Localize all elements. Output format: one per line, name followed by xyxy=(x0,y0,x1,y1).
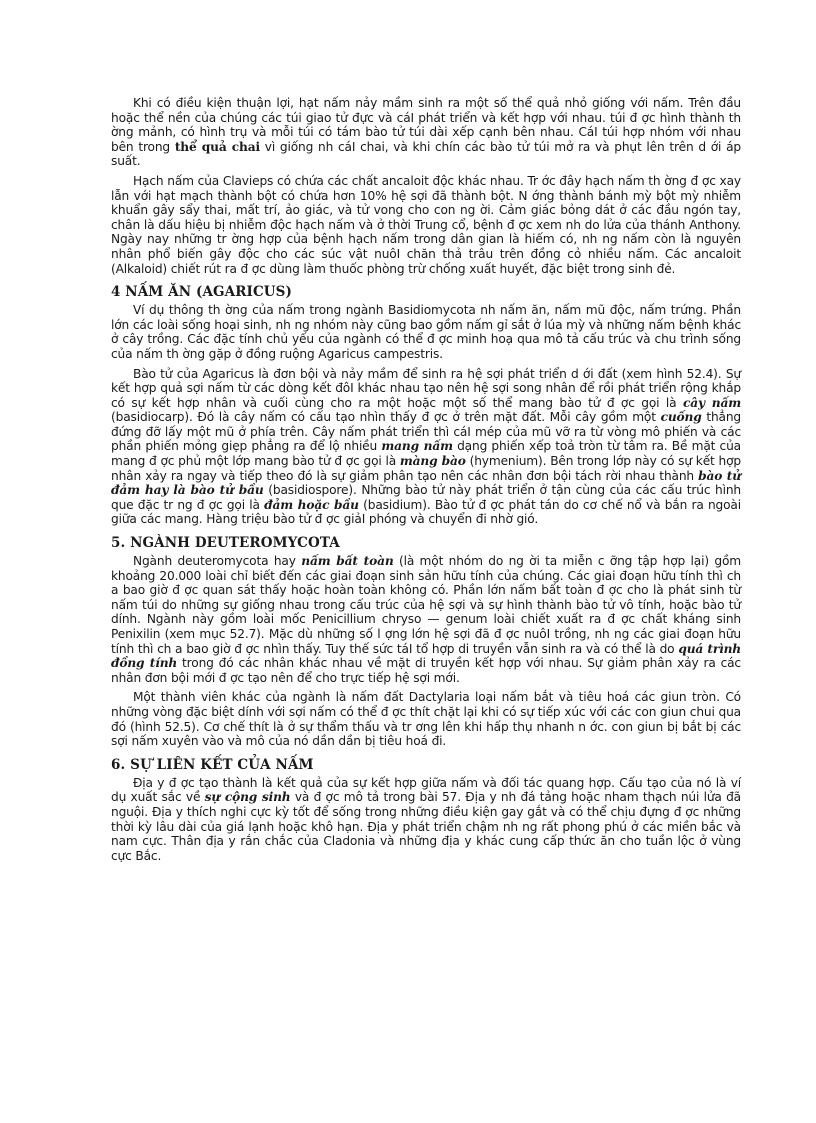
paragraph-agaricus-lifecycle: Bào tử của Agaricus là đơn bội và nảy mầm để sinh ra hệ sợi phát triển d ới đất (xem hình 52.4). Sự kết hợp quả sợi nấm từ các dòng kết đôI khác nhau tạo nên hệ sợi song nhân để rồi phát triển rộng khắp có sự kết hợp nhân và cuối cùng cho ra một hoặc một số thể mang bào tử đ ợc gọi là cây nấm (basidiocarp). Đó là cây nấm có cấu tạo nhìn thấy đ ợc ở trên mặt đất. Mỗi cây gồm một cuống thẳng đứng đỡ lấy một mũ ở phía trên. Cây nấm phát triển thì cáI mép của mũ vỡ ra từ vòng mô phiến và các phần phiến mỏng giẹp phẳng ra để lộ nhiều mang nấm dạng phiến xếp toả tròn từ tâm ra. Bề mặt của mang đ ợc phủ một lớp mang bào tử đ ợc gọi là màng bào (hymenium). Bên trong lớp này có sự kết hợp nhân xảy ra ngay và tiếp theo đó là sự giảm phân tạo nên các nhân đơn bội tách rời nhau thành bào tử đảm hay là bào tử bầu (basidiospore). Những bào tử này phát triển ở tận cùng của các cấu trúc hình que đặc tr ng đ ợc gọi là đảm hoặc bầu (basidium). Bào tử đ ợc phát tán do cơ chế nổ và bắn ra ngoài giữa các mang. Hàng triệu bào tử đ ợc giảI phóng và chuyển đi nhờ gió. xyxy=(111,366,742,527)
paragraph-basidiomycota-examples: Ví dụ thông th ờng của nấm trong ngành Basidiomycota nh nấm ăn, nấm mũ độc, nấm trứng. Phần lớn các loài sống hoại sinh, nh ng nhóm này cũng bao gồm nấm gỉ sắt ở lúa mỳ và những nấm bệnh khác ở cây trồng. Các đặc tính chủ yếu của ngành có thể đ ợc minh hoạ qua mô tả cấu trúc và chu trình sống của nấm th ờng gặp ở đồng ruộng Agaricus campestris. xyxy=(111,303,741,361)
term-basidiospore: bào tử đảm hay là bào tử bầu xyxy=(111,468,741,498)
term-stipe: cuống xyxy=(660,410,702,425)
document-page xyxy=(111,96,741,868)
paragraph-deuteromycota: Ngành deuteromycota hay nấm bất toàn (là một nhóm do ng ời ta miễn c ỡng tập hợp lại) gồm khoảng 20.000 loài chỉ biết đến các giai đoạn sinh sản hữu tính của chúng. Các giai đoạn hữu tính thì ch a bao giờ đ ợc quan sát thấy hoặc hoàn toàn không có. Phần lớn nấm bất toàn đ ợc cho là phát sinh từ nấm túi do những sự giống nhau trong cấu trúc của hệ sợi và sự hình thành bào tử vô tính, hoặc bào tử dính. Ngành này gồm loài mốc Penicillium chryso — genum loài chiết xuất ra đ ợc chất kháng sinh Penixilin (xem mục 52.7). Mặc dù những số l ợng lớn hệ sợi đã đ ợc nuôI trồng, nh ng các giai đoạn hữu tính thì ch a bao giờ đ ợc nhìn thấy. Tuy thế sức táI tổ hợp di truyền vẫn sinh ra và có thể là do quá trình đồng tính trong đó các nhân khác nhau về mặt di truyền kết hợp với nhau. Sự giảm phân xảy ra các nhân đơn bội mới đ ợc tạo nên để cho trực tiếp hệ sợi mới. xyxy=(111,554,742,685)
term-symbiosis: sự cộng sinh xyxy=(204,790,291,805)
paragraph-dactylaria: Một thành viên khác của ngành là nấm đất Dactylaria loại nấm bắt và tiêu hoá các giun tròn. Có những vòng đặc biệt dính với sợi nấm có thể đ ợc thít chặt lại khi có sự tiếp xúc với các con giun chui qua đó (hình 52.5). Cơ chế thít là ở sự thẩm thấu và tr ơng lên khi hấp thụ nhanh n ớc. con giun bị bắt bị các sợi nấm xuyên vào và mô của nó dần dần bị tiêu hoá đi. xyxy=(111,690,741,749)
heading-section-4: 4 NẤM ĂN (AGARICUS) xyxy=(111,284,293,301)
term-gills: mang nấm xyxy=(381,439,453,454)
term-basidium: đảm hoặc bầu xyxy=(264,497,359,512)
term-perithecium: thể quả chai xyxy=(174,139,260,154)
paragraph-claviceps-alkaloids: Hạch nấm của Clavieps có chứa các chất ancaloit độc khác nhau. Tr ớc đây hạch nấm th ờng đ ợc xay lẫn với hạt mạch thành bột có chứa hơn 10% hệ sợi đã thành bột. N ớng thành bánh mỳ bột mỳ nhiễm khuẩn gây sẩy thai, mất trí, ảo giác, và tử vong cho con ng ời. Cảm giác bỏng dát ở các đầu ngón tay, chân là dấu hiệu bị nhiễm độc hạch nấm và ở thời Trung cổ, bệnh đ ợc xem nh do lửa của thánh Anthony. Ngày nay những tr ờng hợp của bệnh hạch nấm trong dân gian là hiếm có, nh ng nấm còn là nguyên nhân phổ biến gây độc cho các súc vật nuôI chăn thả trâu trên đồng cỏ nhiều nấm. Các ancaloit (Alkaloid) chiết rút ra đ ợc dùng làm thuốc phòng trừ chống xuất huyết, đặc biệt trong sinh đẻ. xyxy=(111,173,741,276)
term-basidiocarp: cây nấm xyxy=(682,395,741,410)
term-hymenium: màng bào xyxy=(399,454,466,469)
heading-section-5: 5. NGÀNH DEUTEROMYCOTA xyxy=(111,535,340,552)
term-parasexual-process: quá trình đồng tính xyxy=(111,641,742,671)
paragraph-ergot-fruiting-body: Khi có điều kiện thuận lợi, hạt nấm nảy mầm sinh ra một số thể quả nhỏ giống với nấm. Trên đầu hoặc thể nền của chúng các túi giao tử đực và cáI phát triển và kết hợp với nhau. túi đ ợc hình thành th ờng mảnh, có hình trụ và mỗi túi có tám bào tử túi dài xếp cạnh bên nhau. CáI túi hợp nhóm với nhau bên trong thể quả chai vì giống nh cáI chai, và khi chín các bào tử túi mở ra và phụt lên trên d ới áp suất. xyxy=(111,96,741,169)
heading-section-6: 6. SỰ LIÊN KẾT CỦA NẤM xyxy=(111,756,314,773)
term-imperfect-fungi: nấm bất toàn xyxy=(301,554,394,569)
paragraph-lichens: Địa y đ ợc tạo thành là kết quả của sự kết hợp giữa nấm và đối tác quang hợp. Cấu tạo của nó là ví dụ xuất sắc về sự cộng sinh và đ ợc mô tả trong bài 57. Địa y nh đá tảng hoặc nham thạch núi lửa đã nguội. Địa y thích nghi cực kỳ tốt để sống trong những điều kiện gay gắt và có thể chịu đựng đ ợc những thời kỳ lâu dài của giá lạnh hoặc khô hạn. Địa y phát triển chậm nh ng rất phong phú ở các miền bắc và nam cực. Thân địa y rắn chắc của Cladonia và những địa y khác cung cấp thức ăn cho tuần lộc ở vùng cực Bắc. xyxy=(111,775,741,863)
